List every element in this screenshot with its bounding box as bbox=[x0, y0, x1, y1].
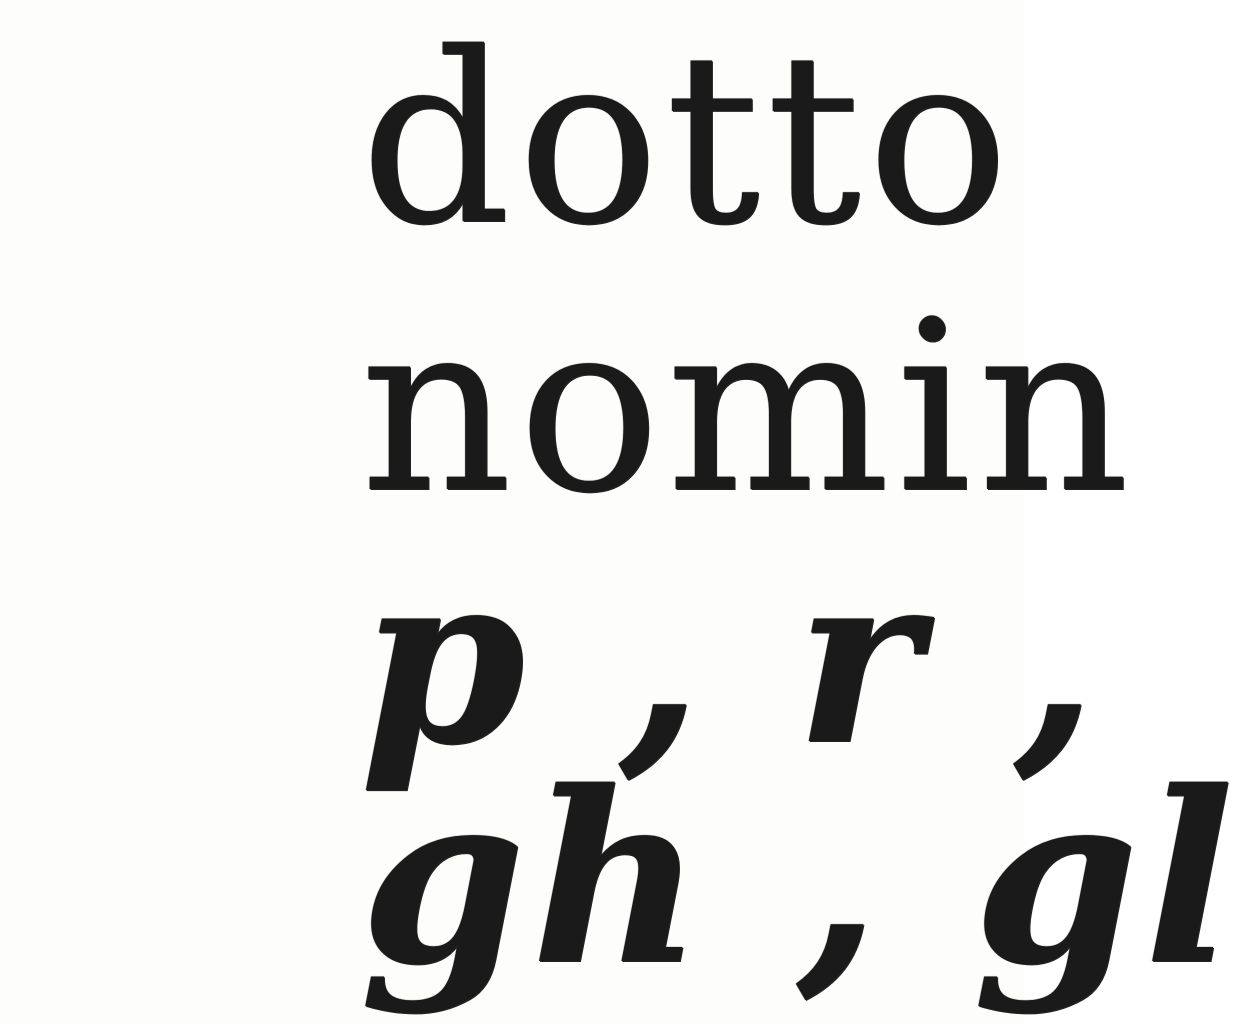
text-line-4: gh , gl bbox=[360, 739, 1240, 1017]
text-line-1: dotto bbox=[360, 2, 1015, 277]
text-line-3: p , r , bbox=[360, 519, 1103, 797]
text-line-2: nomin bbox=[360, 270, 1136, 545]
